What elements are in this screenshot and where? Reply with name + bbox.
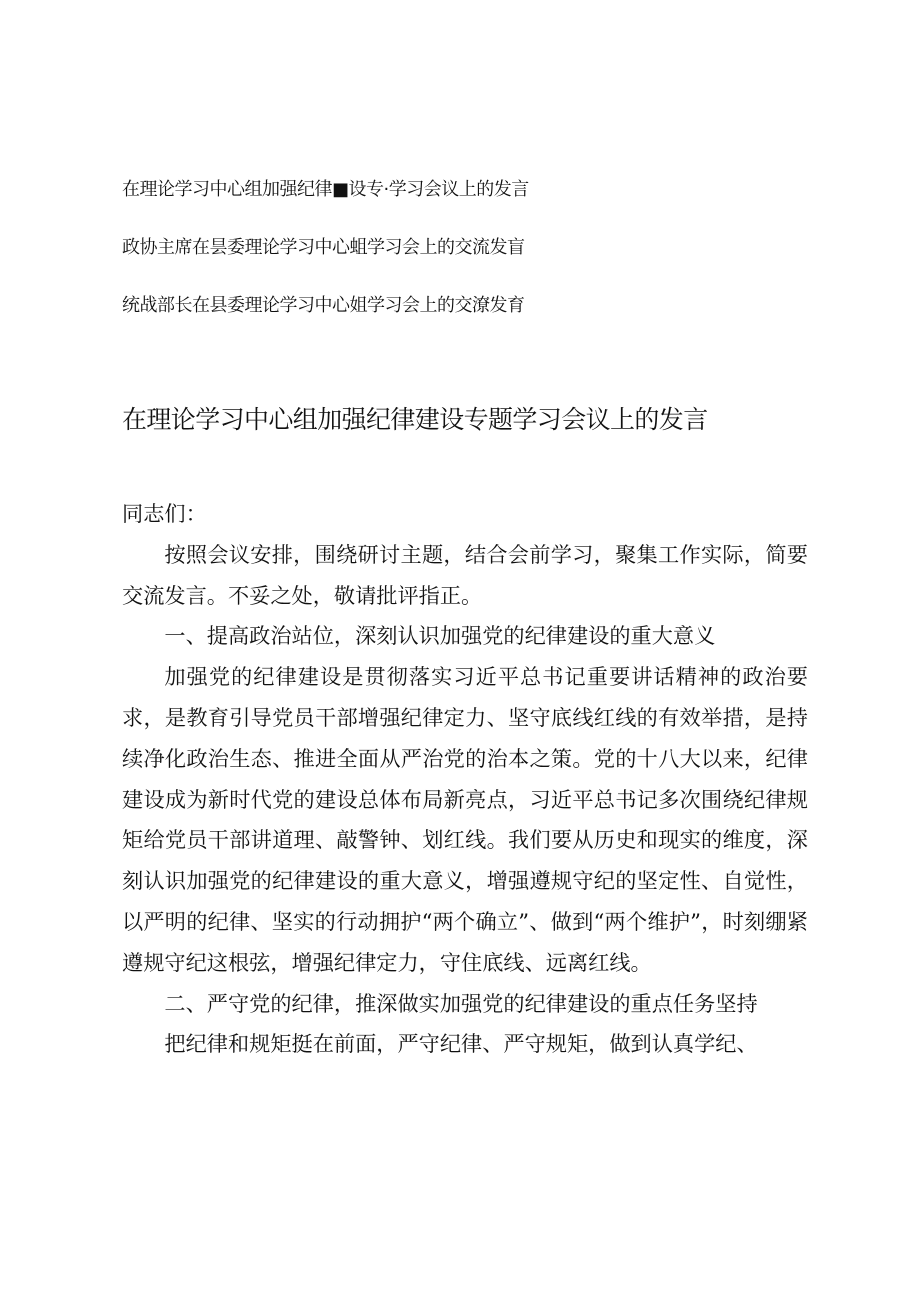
toc-item: 政协主席在昙委理论学习中心蛆学习会上的交流发盲	[122, 237, 525, 258]
toc-item: 统战部长在县委理论学习中心姐学习会上的交潦发育	[122, 295, 525, 316]
document-title: 在理论学习中心组加强纪律建设专题学习会议上的发言	[122, 405, 708, 434]
table-of-contents	[122, 178, 822, 318]
paragraph-section-2: 把纪律和规矩挺在前面，严守纪律、严守规矩，做到认真学纪、	[164, 1031, 758, 1057]
section-heading-1: 一、提高政治站位，深刻认识加强党的纪律建设的重大意义	[164, 623, 716, 649]
salutation: 同志们：	[122, 501, 207, 526]
paragraph-section-1: 加强党的纪律建设是贯彻落实习近平总书记重要讲话精神的政治要求，是教育引导党员干部增强纪律定力、坚守底线红线的有效举措，是持续净化政治生态、推进全面从严治党的治本之策。党的十八大以来，纪律建设成为新时代党的建设总体布局新亮点，习近平总书记多次围绕纪律规矩给党员干部讲道理、敲警钟、划红线。我们要从历史和现实的维度，深刻认识加强党的纪律建设的重大意义，增强遵规守纪的坚定性、自觉性，以严明的纪律、坚实的行动拥护“两个确立”、做到“两个维护”，时刻绷紧遵规守纪这根弦，增强纪律定力，守住底线、远离红线。	[122, 664, 808, 975]
document-body	[122, 494, 808, 1065]
toc-item: 在理论学习中心组加强纪律■设专·学习会议上的发言	[122, 179, 529, 200]
paragraph-intro: 按照会议安排，围绕研讨主题，结合会前学习，聚集工作实际，简要交流发言。不妥之处，敬请批评指正。	[122, 541, 808, 608]
section-heading-2: 二、严守党的纪律，推深做实加强党的纪律建设的重点任务坚持	[164, 990, 758, 1016]
